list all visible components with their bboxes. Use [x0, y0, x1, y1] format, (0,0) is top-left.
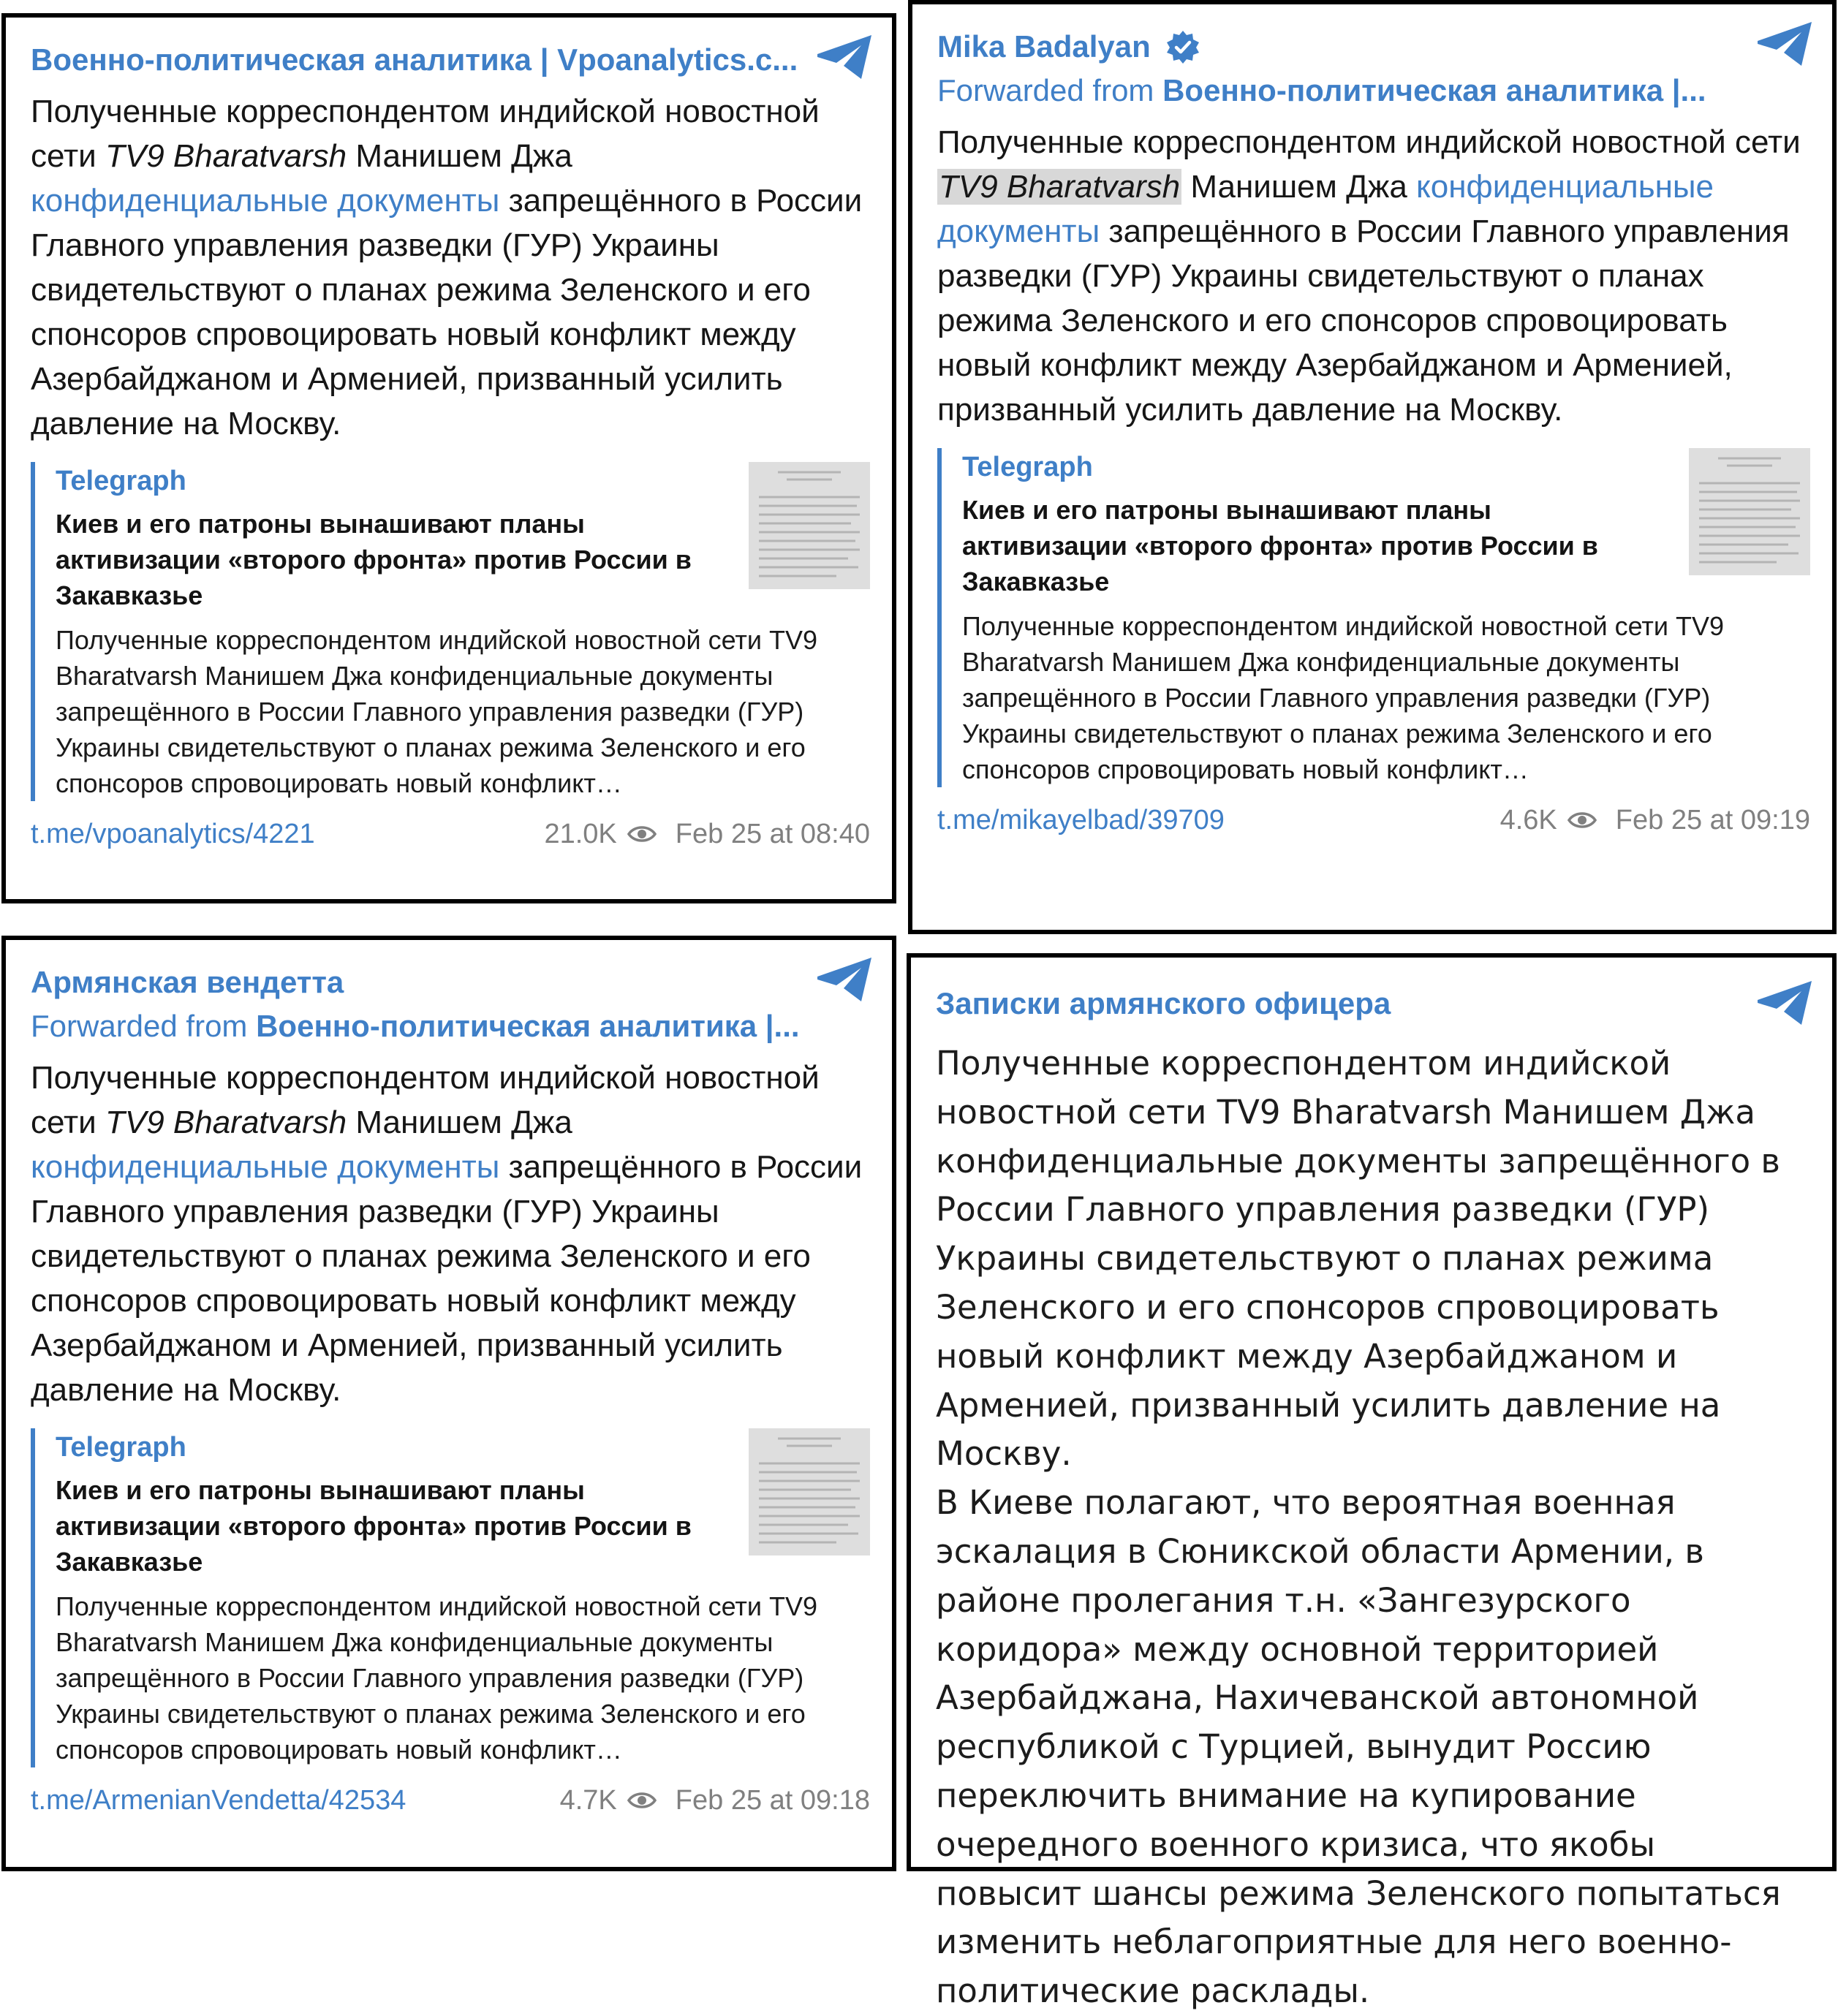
- telegram-icon[interactable]: [816, 956, 874, 1003]
- channel-name[interactable]: Записки армянского офицера: [936, 986, 1391, 1020]
- message-text: Полученные корреспондентом индийской новостной сети TV9 Bharatvarsh Манишем Джа конфиденциальные документы запрещённого в России Главного управления разведки (ГУР) Украины свидетельствуют о планах режима Зеленского и его спонсоров спровоцировать новый конфликт между Азербайджаном и Арменией, призванный усилить давление на Москву.: [31, 1060, 863, 1408]
- channel-name[interactable]: Армянская вендетта: [31, 965, 344, 999]
- message-card: [1, 13, 896, 903]
- eye-icon: [1567, 810, 1597, 830]
- post-date: Feb 25 at 09:19: [1615, 805, 1810, 835]
- view-count: 4.6K: [1499, 805, 1557, 835]
- message-footer: [31, 814, 870, 854]
- preview-thumbnail: [749, 1428, 870, 1555]
- documents-link[interactable]: конфиденциальные документы: [937, 169, 1714, 249]
- channel-name[interactable]: Военно-политическая аналитика | Vpoanalytics.c...: [31, 42, 798, 77]
- preview-title: Киев и его патроны вынашивают планы активизации «второго фронта» против России в Закавказье: [56, 1475, 692, 1577]
- telegram-icon[interactable]: [816, 34, 874, 80]
- eye-icon: [627, 1790, 657, 1811]
- telegram-icon[interactable]: [1756, 20, 1815, 67]
- preview-title: Киев и его патроны вынашивают планы активизации «второго фронта» против России в Закавказье: [962, 495, 1598, 596]
- message-paragraph: В Киеве полагают, что вероятная военная эскалация в Сюникской области Армении, в районе пролегания т.н. «Зангезурского коридора» между основной территорией Азербайджана, Нахичеванской автономной республикой с Турцией, вынудит Россию переключить внимание на купирование очередного военного кризиса, что якобы повысит шансы режима Зеленского попытаться изменить неблагоприятные для него военно-политические расклады.: [936, 1483, 1781, 2011]
- message-text: Полученные корреспондентом индийской новостной сети TV9 Bharatvarsh Манишем Джа конфиденциальные документы запрещённого в России Главного управления разведки (ГУР) Украины свидетельствуют о планах режима Зеленского и его спонсоров спровоцировать новый конфликт между Азербайджаном и Арменией, призванный усилить давление на Москву.: [31, 94, 863, 442]
- message-text: Полученные корреспондентом индийской новостной сети TV9 Bharatvarsh Манишем Джа конфиденциальные документы запрещённого в России Главного управления разведки (ГУР) Украины свидетельствуют о планах режима Зеленского и его спонсоров спровоцировать новый конфликт между Азербайджаном и Арменией, призванный усилить давление на Москву.: [937, 124, 1801, 428]
- preview-site: Telegraph: [962, 452, 1093, 482]
- message-footer: [31, 1781, 870, 1820]
- link-preview[interactable]: [31, 462, 870, 801]
- message-card: [908, 0, 1837, 934]
- post-link[interactable]: t.me/ArmenianVendetta/42534: [31, 1785, 406, 1816]
- documents-link[interactable]: конфиденциальные документы: [31, 183, 500, 219]
- post-date: Feb 25 at 09:18: [675, 1785, 870, 1816]
- preview-thumbnail: [1689, 448, 1810, 575]
- forwarded-from[interactable]: Forwarded from Военно-политическая аналитика |...: [937, 73, 1706, 107]
- preview-description: Полученные корреспондентом индийской новостной сети TV9 Bharatvarsh Манишем Джа конфиденциальные документы запрещённого в России Главного управления разведки (ГУР) Украины свидетельствуют о планах режима Зеленского и его спонсоров спровоцировать новый конфликт…: [56, 1591, 818, 1765]
- message-text: [936, 1039, 1810, 2016]
- channel-name[interactable]: Mika Badalyan: [937, 25, 1722, 69]
- preview-site: Telegraph: [56, 1432, 186, 1463]
- verified-badge-icon: [1165, 29, 1200, 64]
- preview-description: Полученные корреспондентом индийской новостной сети TV9 Bharatvarsh Манишем Джа конфиденциальные документы запрещённого в России Главного управления разведки (ГУР) Украины свидетельствуют о планах режима Зеленского и его спонсоров спровоцировать новый конфликт…: [56, 625, 818, 798]
- message-paragraph: Полученные корреспондентом индийской новостной сети TV9 Bharatvarsh Манишем Джа конфиденциальные документы запрещённого в России Главного управления разведки (ГУР) Украины свидетельствуют о планах режима Зеленского и его спонсоров спровоцировать новый конфликт между Азербайджаном и Арменией, призванный усилить давление на Москву.: [936, 1044, 1780, 1474]
- message-card: [907, 953, 1837, 2011]
- link-preview[interactable]: [937, 448, 1810, 787]
- documents-link[interactable]: конфиденциальные документы: [31, 1149, 500, 1185]
- preview-title: Киев и его патроны вынашивают планы активизации «второго фронта» против России в Закавказье: [56, 509, 692, 610]
- preview-description: Полученные корреспондентом индийской новостной сети TV9 Bharatvarsh Манишем Джа конфиденциальные документы запрещённого в России Главного управления разведки (ГУР) Украины свидетельствуют о планах режима Зеленского и его спонсоров спровоцировать новый конфликт…: [962, 611, 1725, 784]
- post-link[interactable]: t.me/vpoanalytics/4221: [31, 819, 315, 849]
- preview-site: Telegraph: [56, 466, 186, 496]
- message-card: [1, 936, 896, 1871]
- preview-thumbnail: [749, 462, 870, 589]
- view-count: 4.7K: [559, 1785, 617, 1816]
- post-date: Feb 25 at 08:40: [675, 819, 870, 849]
- message-footer: [937, 800, 1810, 840]
- view-count: 21.0K: [544, 819, 617, 849]
- post-link[interactable]: t.me/mikayelbad/39709: [937, 805, 1225, 835]
- forwarded-from[interactable]: Forwarded from Военно-политическая аналитика |...: [31, 1009, 800, 1043]
- telegram-icon[interactable]: [1756, 979, 1815, 1026]
- eye-icon: [627, 824, 657, 844]
- link-preview[interactable]: [31, 1428, 870, 1767]
